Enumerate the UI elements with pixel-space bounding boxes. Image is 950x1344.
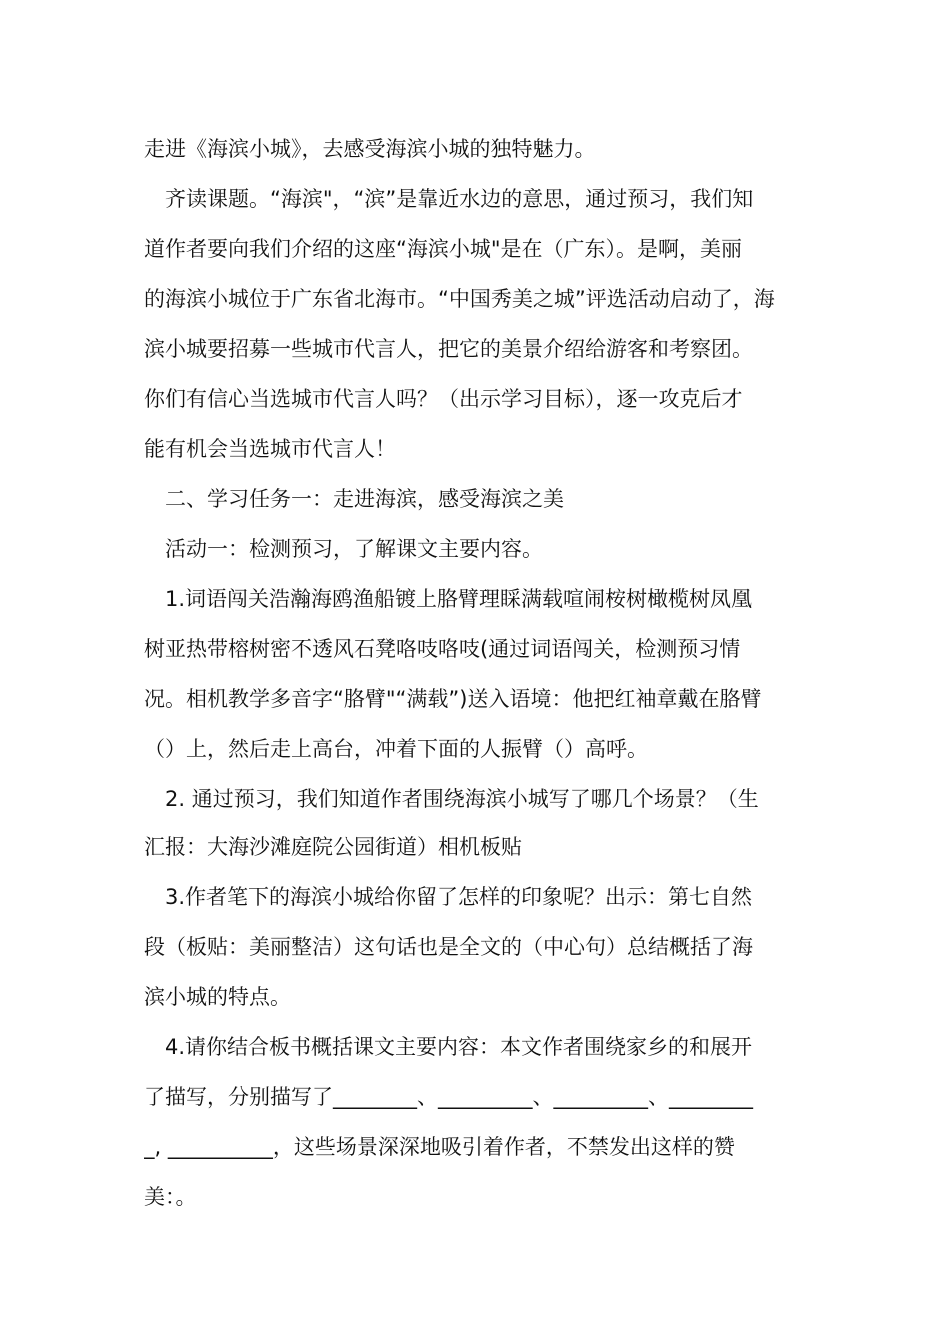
text-line: 的海滨小城位于广东省北海市。“中国秀美之城”评选活动启动了，海 <box>144 287 775 311</box>
fill-blank-line: 了描写，分别描写了________、_________、_________、________ <box>144 1085 753 1109</box>
text-line: 你们有信心当选城市代言人吗？（出示学习目标），逐一攻克后才 <box>144 387 743 411</box>
text-line: 滨小城要招募一些城市代言人，把它的美景介绍给游客和考察团。 <box>144 337 753 361</box>
fill-blank-line: _, __________，这些场景深深地吸引着作者，不禁发出这样的赞 <box>144 1135 735 1159</box>
activity-heading: 活动一：检测预习，了解课文主要内容。 <box>144 537 543 561</box>
text-line: 道作者要向我们介绍的这座“海滨小城"是在（广东）。是啊，美丽 <box>144 237 743 261</box>
text-line: 1.词语闯关浩瀚海鸥渔船镀上胳臂理睬满载喧闹桉树橄榄树凤凰 <box>144 587 753 611</box>
text-line: 段（板贴：美丽整洁）这句话也是全文的（中心句）总结概括了海 <box>144 935 753 959</box>
text-line: 能有机会当选城市代言人！ <box>144 437 396 461</box>
text-line: 汇报：大海沙滩庭院公园街道）相机板贴 <box>144 835 522 859</box>
text-line: 美：。 <box>144 1185 197 1209</box>
text-line: 树亚热带榕树密不透风石凳咯吱咯吱(通过词语闯关，检测预习情 <box>144 637 741 661</box>
text-line: 齐读课题。“海滨"，“滨”是靠近水边的意思，通过预习，我们知 <box>144 187 754 211</box>
text-line: 4.请你结合板书概括课文主要内容：本文作者围绕家乡的和展开 <box>144 1035 753 1059</box>
text-line: 3.作者笔下的海滨小城给你留了怎样的印象呢？出示：第七自然 <box>144 885 753 909</box>
text-line: （）上，然后走上高台，冲着下面的人振臂（）高呼。 <box>144 737 648 761</box>
text-line: 况。相机教学多音字“胳臂"“满载”)送入语境：他把红袖章戴在胳臂 <box>144 687 762 711</box>
text-line: 滨小城的特点。 <box>144 985 291 1009</box>
text-line: 走进《海滨小城》，去感受海滨小城的独特魅力。 <box>144 137 596 161</box>
text-line: 2. 通过预习，我们知道作者围绕海滨小城写了哪几个场景？（生 <box>144 787 759 811</box>
section-heading: 二、学习任务一：走进海滨，感受海滨之美 <box>144 487 564 511</box>
